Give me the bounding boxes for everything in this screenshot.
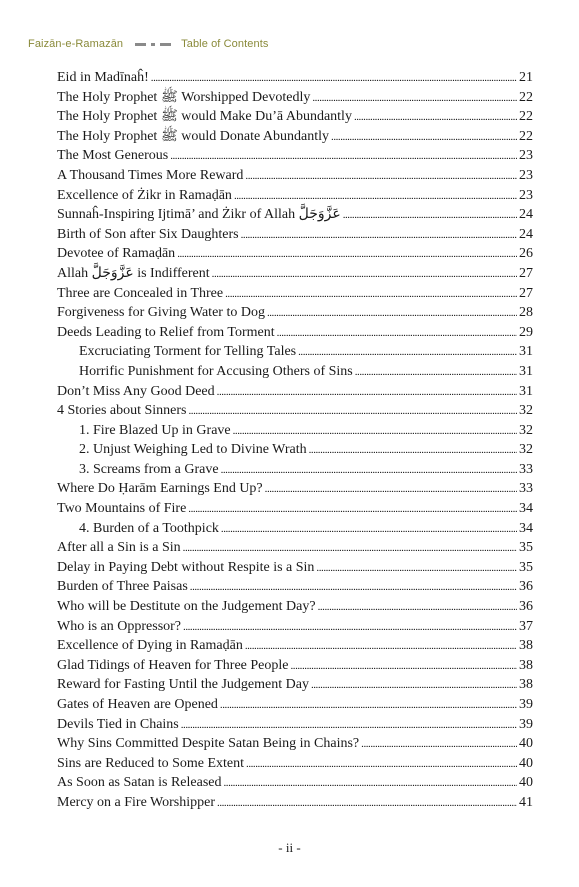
toc-entry-page: 40 [519,775,533,791]
toc-entry[interactable] [57,734,533,754]
toc-entry-page: 38 [519,657,533,673]
toc-entry-title: Where Do Ḥarām Earnings End Up? [57,481,263,497]
dot-leader [221,461,517,481]
dot-leader [233,422,517,442]
toc-entry-page: 23 [519,148,533,164]
dot-leader [170,147,517,167]
toc-entry-title: Horrific Punishment for Accusing Others of Sins [79,363,353,379]
toc-entry-title: Deeds Leading to Relief from Torment [57,324,275,340]
toc-entry-title: The Holy Prophet ﷺ Worshipped Devotedly [57,89,311,105]
dot-leader [189,402,518,422]
toc-entry-page: 38 [519,638,533,654]
toc-entry-page: 40 [519,755,533,771]
toc-entry-page: 28 [519,305,533,321]
toc-entry-page: 37 [519,618,533,634]
toc-entry-title: Reward for Fasting Until the Judgement Day [57,677,309,693]
page-number: - ii - [278,840,301,855]
toc-entry[interactable] [57,656,533,676]
toc-entry-title: 4. Burden of a Toothpick [79,520,219,536]
dot-leader [221,520,517,540]
toc-entry-title: As Soon as Satan is Released [57,775,222,791]
dot-leader [190,578,517,598]
toc-entry[interactable] [57,88,533,108]
toc-entry-page: 41 [519,794,533,810]
toc-entry-page: 31 [519,344,533,360]
toc-entry-title: Mercy on a Fire Worshipper [57,794,216,810]
dot-leader [267,304,517,324]
toc-entry-page: 24 [519,207,533,223]
toc-entry-title: Birth of Son after Six Daughters [57,226,239,242]
toc-entry[interactable] [57,107,533,127]
dot-leader [183,618,517,638]
dot-leader [245,637,517,657]
toc-entry-page: 29 [519,324,533,340]
toc-entry[interactable] [57,793,533,813]
toc-entry[interactable] [57,597,533,617]
toc-entry-page: 31 [519,363,533,379]
toc-entry[interactable] [57,401,533,421]
toc-entry-title: Two Mountains of Fire [57,501,187,517]
section-title: Table of Contents [181,38,269,50]
toc-entry[interactable] [57,421,533,441]
dot-leader [220,696,517,716]
toc-entry-page: 40 [519,736,533,752]
dot-leader [361,735,517,755]
toc-entry[interactable] [57,127,533,147]
toc-entry-title: Who will be Destitute on the Judgement Day? [57,599,316,615]
toc-entry[interactable] [57,695,533,715]
toc-entry[interactable] [57,68,533,88]
toc-entry-page: 33 [519,481,533,497]
toc-entry-title: After all a Sin is a Sin [57,540,181,556]
toc-entry-page: 24 [519,226,533,242]
toc-entry-page: 34 [519,520,533,536]
toc-entry[interactable] [57,773,533,793]
toc-entry[interactable] [57,577,533,597]
toc-entry-title: Eid in Madīnaĥ! [57,70,149,85]
toc-entry[interactable] [57,244,533,264]
toc-entry-title: The Holy Prophet ﷺ would Make Du’ā Abundantly [57,109,352,125]
toc-entry-title: Why Sins Committed Despite Satan Being in Chains? [57,736,360,752]
toc-entry[interactable] [57,382,533,402]
toc-entry-page: 33 [519,461,533,477]
dot-leader [234,187,517,207]
toc-entry-page: 26 [519,246,533,262]
toc-entry-title: Burden of Three Paisas [57,579,188,595]
toc-entry-page: 35 [519,540,533,556]
toc-entry[interactable] [57,284,533,304]
toc-entry-page: 32 [519,442,533,458]
toc-entry-title: Sins are Reduced to Some Extent [57,755,245,771]
dot-leader [225,285,517,305]
toc-entry-title: Forgiveness for Giving Water to Dog [57,305,265,321]
dot-leader [312,89,517,109]
toc-entry-title: Who is an Oppressor? [57,618,182,634]
toc-entry[interactable] [57,479,533,499]
toc-entry-title: 3. Screams from a Grave [79,461,219,477]
toc-entry-title: Delay in Paying Debt without Respite is a Sin [57,559,315,575]
toc-entry-title: Excellence of Żikr in Ramaḍān [57,187,232,203]
dot-leader [355,363,517,383]
toc-entry[interactable] [57,538,533,558]
toc-entry[interactable] [57,617,533,637]
toc-entry-title: Allah عَزَّوَجَلَّ is Indifferent [57,265,210,281]
dot-leader [217,794,517,814]
dot-leader [246,755,517,775]
header-ornament [135,43,171,46]
toc-entry[interactable] [57,754,533,774]
toc-entry-page: 31 [519,383,533,399]
dot-leader [245,167,517,187]
toc-entry-page: 39 [519,716,533,732]
toc-entry[interactable] [57,166,533,186]
toc-entry-page: 38 [519,677,533,693]
book-title: Faizān-e-Ramazān [28,38,124,50]
toc-entry-page: 21 [519,70,533,85]
toc-entry[interactable] [57,675,533,695]
toc-entry-title: Excellence of Dying in Ramaḍān [57,638,243,654]
toc-entry[interactable] [57,303,533,323]
toc-entry-page: 34 [519,501,533,517]
dot-leader [298,343,517,363]
toc-entry-page: 22 [519,109,533,125]
toc-entry-title: The Most Generous [57,148,169,164]
toc-entry-page: 36 [519,599,533,615]
dot-leader [309,441,517,461]
toc-entry-title: Three are Concealed in Three [57,285,224,301]
toc-entry-title: Gates of Heaven are Opened [57,697,218,712]
toc-entry[interactable] [57,558,533,578]
dot-leader [217,383,517,403]
toc-entry[interactable] [57,264,533,284]
table-of-contents [57,68,533,813]
dot-leader [331,128,517,148]
toc-entry-title: Don’t Miss Any Good Deed [57,383,215,399]
toc-entry-page: 39 [519,697,533,712]
dot-leader [318,598,517,618]
toc-entry[interactable] [57,186,533,206]
toc-entry[interactable] [57,362,533,382]
dot-leader [223,774,517,794]
toc-entry[interactable] [57,146,533,166]
toc-entry-title: Glad Tidings of Heaven for Three People [57,657,289,673]
toc-entry-page: 32 [519,403,533,419]
toc-entry[interactable] [57,342,533,362]
toc-entry[interactable] [57,460,533,480]
toc-entry-page: 27 [519,285,533,301]
toc-entry-page: 22 [519,89,533,105]
dot-leader [188,500,517,520]
toc-entry-title: Devotee of Ramaḍān [57,246,176,262]
toc-entry-page: 32 [519,422,533,438]
dot-leader [183,539,517,559]
dot-leader [241,226,517,246]
toc-entry-title: Devils Tied in Chains [57,716,179,732]
toc-entry[interactable] [57,715,533,735]
dot-leader [212,265,517,285]
dot-leader [177,245,517,265]
toc-entry-title: The Holy Prophet ﷺ would Donate Abundantly [57,128,330,144]
toc-entry[interactable] [57,205,533,225]
toc-entry[interactable] [57,499,533,519]
toc-entry-page: 23 [519,187,533,203]
toc-entry[interactable] [57,440,533,460]
toc-entry-title: 4 Stories about Sinners [57,403,187,419]
toc-entry-title: A Thousand Times More Reward [57,167,244,183]
toc-entry-page: 22 [519,128,533,144]
dot-leader [343,206,517,226]
toc-entry[interactable] [57,636,533,656]
toc-entry-page: 23 [519,167,533,183]
dot-leader [354,108,517,128]
dot-leader [277,324,517,344]
toc-entry-page: 27 [519,265,533,281]
toc-entry-page: 36 [519,579,533,595]
dot-leader [311,676,517,696]
toc-entry-title: Sunnaĥ-Inspiring Ijtimā’ and Żikr of Allah عَزَّوَجَلَّ [57,207,341,223]
dot-leader [181,716,517,736]
toc-entry[interactable] [57,323,533,343]
toc-entry-title: 2. Unjust Weighing Led to Divine Wrath [79,442,307,458]
running-header [28,38,268,50]
toc-entry-page: 35 [519,559,533,575]
dot-leader [316,559,517,579]
dot-leader [290,657,517,677]
toc-entry-title: 1. Fire Blazed Up in Grave [79,422,231,438]
dot-leader [265,480,517,500]
toc-entry-title: Excruciating Torment for Telling Tales [79,344,297,360]
dot-leader [151,69,517,89]
toc-entry[interactable] [57,519,533,539]
toc-entry[interactable] [57,225,533,245]
